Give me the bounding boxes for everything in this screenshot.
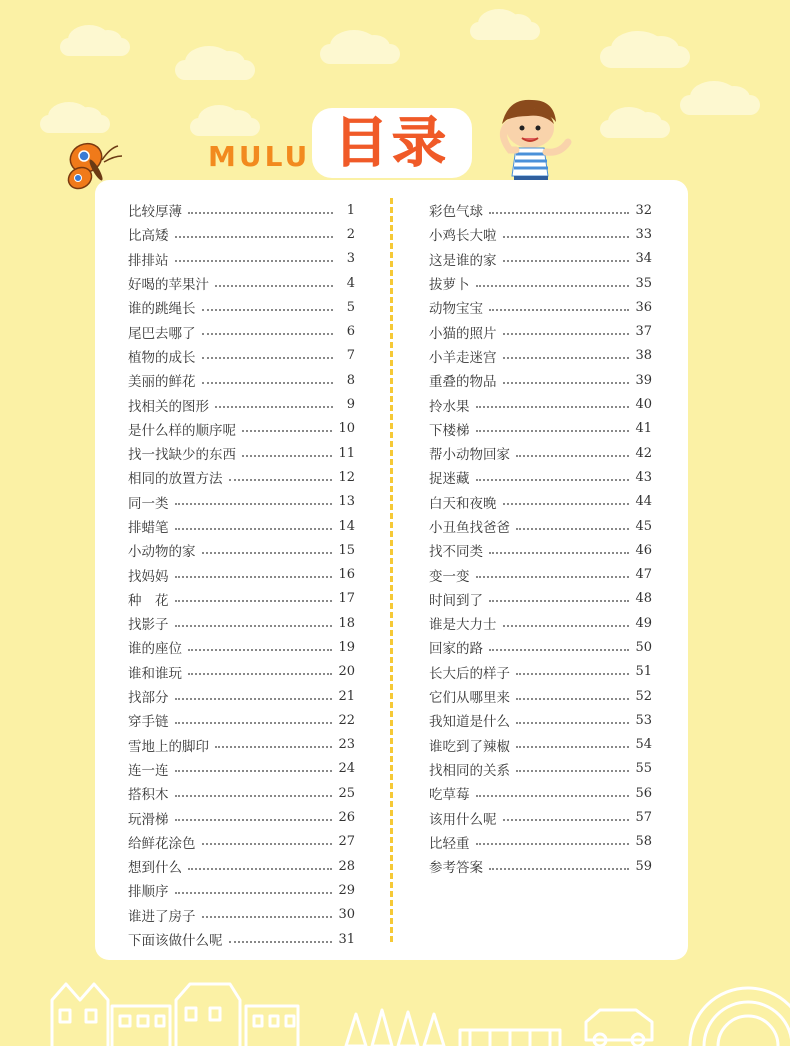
toc-leader-dots: [202, 915, 333, 918]
toc-entry-page: 33: [635, 226, 652, 242]
toc-entry-title: 比较厚薄: [128, 204, 182, 221]
toc-entry-page: 15: [338, 542, 355, 558]
toc-leader-dots: [175, 769, 333, 772]
toc-entry-page: 22: [338, 712, 355, 728]
toc-entry[interactable]: [429, 271, 652, 295]
cloud: [40, 115, 110, 133]
toc-entry-page: 43: [635, 469, 652, 485]
toc-entry[interactable]: [429, 247, 652, 271]
toc-leader-dots: [175, 235, 334, 238]
toc-entry-title: 同一类: [128, 495, 169, 512]
toc-leader-dots: [516, 745, 629, 748]
toc-entry[interactable]: [128, 927, 355, 951]
toc-leader-dots: [229, 478, 333, 481]
toc-entry-title: 找部分: [128, 690, 169, 707]
toc-entry[interactable]: [429, 635, 652, 659]
toc-entry-title: 小鸡长大啦: [429, 228, 497, 245]
toc-entry-title: 帮小动物回家: [429, 447, 510, 464]
toc-entry[interactable]: [128, 733, 355, 757]
toc-entry[interactable]: [429, 319, 652, 343]
toc-entry-page: 8: [346, 372, 355, 388]
toc-entry-title: 谁进了房子: [128, 908, 196, 925]
toc-entry-page: 3: [346, 251, 355, 267]
toc-entry-page: 28: [338, 858, 355, 874]
toc-entry-page: 44: [635, 494, 652, 510]
toc-entry-title: 小猫的照片: [429, 325, 497, 342]
toc-entry-title: 谁吃到了辣椒: [429, 738, 510, 755]
toc-entry-page: 32: [635, 202, 652, 218]
toc-leader-dots: [175, 624, 333, 627]
toc-entry[interactable]: [128, 222, 355, 246]
toc-entry-page: 51: [635, 664, 652, 680]
toc-entry-title: 时间到了: [429, 592, 483, 609]
toc-entry-title: 小羊走迷宫: [429, 349, 497, 366]
toc-entry[interactable]: [128, 441, 355, 465]
toc-entry-page: 57: [635, 810, 652, 826]
toc-leader-dots: [516, 672, 629, 675]
toc-entry-page: 56: [635, 785, 652, 801]
toc-entry-title: 种 花: [128, 592, 169, 609]
toc-entry[interactable]: [128, 587, 355, 611]
toc-entry[interactable]: [128, 611, 355, 635]
toc-entry-page: 35: [635, 275, 652, 291]
toc-leader-dots: [503, 259, 630, 262]
toc-entry-title: 谁的座位: [128, 641, 182, 658]
toc-entry-title: 想到什么: [128, 860, 182, 877]
toc-entry-page: 41: [635, 421, 652, 437]
boy-illustration: [488, 94, 574, 184]
toc-entry-page: 52: [635, 688, 652, 704]
toc-entry-title: 它们从哪里来: [429, 690, 510, 707]
toc-right-column: [429, 198, 652, 878]
toc-leader-dots: [202, 332, 334, 335]
toc-entry[interactable]: [429, 684, 652, 708]
toc-leader-dots: [489, 211, 629, 214]
toc-entry[interactable]: [128, 635, 355, 659]
toc-leader-dots: [188, 672, 332, 675]
toc-entry-title: 谁是大力士: [429, 617, 497, 634]
toc-leader-dots: [516, 721, 629, 724]
toc-entry-page: 18: [338, 615, 355, 631]
toc-entry-page: 21: [338, 688, 355, 704]
toc-entry[interactable]: [429, 368, 652, 392]
toc-leader-dots: [503, 381, 630, 384]
toc-entry-title: 玩滑梯: [128, 811, 169, 828]
toc-entry-title: 植物的成长: [128, 349, 196, 366]
toc-entry-page: 48: [635, 591, 652, 607]
toc-entry-title: 雪地上的脚印: [128, 738, 209, 755]
toc-entry[interactable]: [429, 538, 652, 562]
toc-entry-title: 拎水果: [429, 398, 470, 415]
toc-entry-title: 排顺序: [128, 884, 169, 901]
toc-entry-title: 好喝的苹果汁: [128, 277, 209, 294]
toc-entry-page: 26: [338, 810, 355, 826]
toc-entry[interactable]: [429, 392, 652, 416]
toc-entry-title: 这是谁的家: [429, 252, 497, 269]
toc-entry-title: 下楼梯: [429, 422, 470, 439]
toc-entry-page: 1: [346, 202, 355, 218]
toc-entry-page: 37: [635, 324, 652, 340]
toc-entry[interactable]: [128, 465, 355, 489]
toc-leader-dots: [516, 697, 629, 700]
toc-leader-dots: [229, 940, 333, 943]
toc-leader-dots: [175, 502, 333, 505]
toc-entry-title: 找妈妈: [128, 568, 169, 585]
toc-entry[interactable]: [128, 295, 355, 319]
toc-leader-dots: [476, 575, 630, 578]
toc-entry[interactable]: [429, 757, 652, 781]
toc-entry[interactable]: [128, 538, 355, 562]
toc-entry-title: 找不同类: [429, 544, 483, 561]
column-divider: [390, 198, 393, 942]
toc-entry[interactable]: [429, 562, 652, 586]
toc-leader-dots: [175, 599, 333, 602]
toc-entry[interactable]: [429, 660, 652, 684]
toc-entry-title: 我知道是什么: [429, 714, 510, 731]
toc-entry-page: 49: [635, 615, 652, 631]
toc-entry-page: 14: [338, 518, 355, 534]
toc-entry[interactable]: [128, 854, 355, 878]
toc-entry-title: 吃草莓: [429, 787, 470, 804]
toc-entry-title: 彩色气球: [429, 204, 483, 221]
toc-leader-dots: [202, 842, 333, 845]
toc-entry[interactable]: [128, 198, 355, 222]
toc-entry[interactable]: [128, 878, 355, 902]
toc-leader-dots: [175, 891, 333, 894]
toc-entry-title: 比轻重: [429, 835, 470, 852]
toc-leader-dots: [503, 356, 630, 359]
toc-entry[interactable]: [429, 441, 652, 465]
toc-leader-dots: [215, 745, 332, 748]
toc-entry-page: 40: [635, 397, 652, 413]
toc-entry[interactable]: [429, 854, 652, 878]
toc-entry-title: 比高矮: [128, 228, 169, 245]
toc-leader-dots: [242, 454, 332, 457]
toc-entry-title: 谁的跳绳长: [128, 301, 196, 318]
toc-entry-page: 17: [338, 591, 355, 607]
toc-entry-title: 动物宝宝: [429, 301, 483, 318]
toc-leader-dots: [202, 356, 334, 359]
cloud: [680, 95, 760, 115]
toc-entry-page: 20: [338, 664, 355, 680]
toc-leader-dots: [489, 551, 629, 554]
toc-leader-dots: [516, 769, 629, 772]
toc-entry[interactable]: [128, 708, 355, 732]
toc-entry-title: 相同的放置方法: [128, 471, 223, 488]
toc-leader-dots: [489, 308, 629, 311]
toc-entry-title: 参考答案: [429, 860, 483, 877]
toc-leader-dots: [503, 235, 630, 238]
toc-leader-dots: [175, 697, 333, 700]
toc-leader-dots: [503, 332, 630, 335]
toc-entry[interactable]: [128, 903, 355, 927]
toc-entry-title: 美丽的鲜花: [128, 374, 196, 391]
toc-entry-page: 34: [635, 251, 652, 267]
toc-leader-dots: [489, 648, 629, 651]
toc-entry-page: 39: [635, 372, 652, 388]
toc-entry-page: 30: [338, 907, 355, 923]
cloud: [600, 120, 670, 138]
toc-entry[interactable]: [128, 344, 355, 368]
toc-leader-dots: [202, 308, 334, 311]
toc-leader-dots: [476, 405, 630, 408]
header-latin-title: MULU: [208, 140, 311, 173]
cloud: [175, 60, 255, 80]
toc-entry-title: 回家的路: [429, 641, 483, 658]
toc-entry-title: 是什么样的顺序呢: [128, 422, 236, 439]
toc-entry-page: 25: [338, 785, 355, 801]
toc-entry-page: 36: [635, 299, 652, 315]
toc-leader-dots: [503, 818, 630, 821]
toc-entry[interactable]: [429, 295, 652, 319]
toc-entry-title: 拔萝卜: [429, 277, 470, 294]
toc-entry-title: 排蜡笔: [128, 520, 169, 536]
cloud: [190, 118, 260, 136]
toc-leader-dots: [516, 454, 629, 457]
toc-entry-title: 白天和夜晚: [429, 495, 497, 512]
toc-entry-page: 12: [338, 469, 355, 485]
toc-entry[interactable]: [128, 562, 355, 586]
toc-entry-page: 4: [346, 275, 355, 291]
toc-entry[interactable]: [128, 757, 355, 781]
toc-entry[interactable]: [429, 490, 652, 514]
toc-entry-page: 38: [635, 348, 652, 364]
toc-leader-dots: [202, 381, 334, 384]
cloud: [470, 22, 540, 40]
toc-entry[interactable]: [429, 344, 652, 368]
toc-entry-title: 找一找缺少的东西: [128, 447, 236, 464]
toc-entry[interactable]: [429, 465, 652, 489]
toc-entry-page: 53: [635, 712, 652, 728]
cloud: [60, 38, 130, 56]
toc-entry-page: 27: [338, 834, 355, 850]
cloud: [320, 44, 400, 64]
toc-entry[interactable]: [429, 222, 652, 246]
toc-entry-page: 24: [338, 761, 355, 777]
toc-entry[interactable]: [128, 247, 355, 271]
toc-entry-page: 31: [338, 931, 355, 947]
toc-leader-dots: [175, 527, 333, 530]
toc-leader-dots: [175, 794, 333, 797]
toc-entry-page: 16: [338, 567, 355, 583]
toc-leader-dots: [175, 721, 333, 724]
toc-leader-dots: [202, 551, 333, 554]
toc-entry-page: 29: [338, 882, 355, 898]
toc-entry[interactable]: [429, 198, 652, 222]
toc-entry-page: 19: [338, 639, 355, 655]
toc-entry[interactable]: [429, 587, 652, 611]
toc-entry-title: 谁和谁玩: [128, 665, 182, 682]
toc-leader-dots: [188, 867, 332, 870]
toc-entry-page: 46: [635, 542, 652, 558]
toc-entry-page: 9: [346, 397, 355, 413]
toc-entry-page: 6: [346, 324, 355, 340]
toc-entry-title: 穿手链: [128, 714, 169, 731]
toc-entry[interactable]: [128, 684, 355, 708]
toc-entry-page: 7: [346, 348, 355, 364]
toc-entry[interactable]: [128, 417, 355, 441]
toc-entry[interactable]: [128, 392, 355, 416]
toc-leader-dots: [516, 527, 629, 530]
toc-leader-dots: [175, 818, 333, 821]
toc-entry[interactable]: [128, 660, 355, 684]
toc-entry-title: 捉迷藏: [429, 471, 470, 488]
toc-entry-title: 给鲜花涂色: [128, 835, 196, 852]
toc-entry[interactable]: [128, 514, 355, 538]
toc-entry-title: 尾巴去哪了: [128, 325, 196, 342]
toc-entry[interactable]: [128, 271, 355, 295]
toc-entry-page: 55: [635, 761, 652, 777]
toc-leader-dots: [175, 259, 334, 262]
toc-entry-title: 该用什么呢: [429, 811, 497, 828]
toc-entry[interactable]: [128, 781, 355, 805]
header-cjk-title: 目录: [312, 108, 472, 178]
toc-leader-dots: [476, 284, 630, 287]
toc-entry-title: 小动物的家: [128, 544, 196, 561]
skyline-decoration: [0, 970, 790, 1046]
toc-entry-title: 小丑鱼找爸爸: [429, 520, 510, 536]
toc-leader-dots: [476, 842, 630, 845]
toc-panel: [95, 180, 688, 960]
toc-entry[interactable]: [429, 611, 652, 635]
toc-entry-page: 58: [635, 834, 652, 850]
toc-entry-title: 变一变: [429, 568, 470, 585]
toc-entry-title: 找相同的关系: [429, 762, 510, 779]
toc-entry[interactable]: [429, 514, 652, 538]
toc-entry-page: 50: [635, 639, 652, 655]
toc-entry-page: 42: [635, 445, 652, 461]
toc-leader-dots: [215, 405, 333, 408]
toc-entry-title: 排排站: [128, 252, 169, 269]
toc-entry-title: 找相关的图形: [128, 398, 209, 415]
toc-entry-title: 找影子: [128, 617, 169, 634]
toc-entry[interactable]: [429, 733, 652, 757]
toc-leader-dots: [242, 429, 332, 432]
toc-entry-title: 搭积木: [128, 787, 169, 804]
toc-entry-title: 长大后的样子: [429, 665, 510, 682]
toc-entry[interactable]: [429, 417, 652, 441]
toc-entry-page: 54: [635, 737, 652, 753]
toc-entry[interactable]: [429, 781, 652, 805]
toc-leader-dots: [503, 502, 630, 505]
toc-entry[interactable]: [128, 805, 355, 829]
toc-entry-page: 10: [338, 421, 355, 437]
toc-entry-page: 47: [635, 567, 652, 583]
toc-entry-page: 23: [338, 737, 355, 753]
toc-leader-dots: [188, 648, 332, 651]
toc-entry-page: 11: [338, 445, 355, 461]
toc-leader-dots: [188, 211, 333, 214]
toc-leader-dots: [175, 575, 333, 578]
toc-left-column: [128, 198, 355, 951]
toc-entry-title: 重叠的物品: [429, 374, 497, 391]
toc-entry[interactable]: [429, 805, 652, 829]
toc-entry[interactable]: [429, 830, 652, 854]
toc-leader-dots: [489, 599, 629, 602]
toc-entry[interactable]: [128, 490, 355, 514]
toc-leader-dots: [476, 429, 630, 432]
toc-entry-page: 59: [635, 858, 652, 874]
toc-entry[interactable]: [429, 708, 652, 732]
toc-entry-page: 45: [635, 518, 652, 534]
toc-leader-dots: [476, 478, 630, 481]
toc-entry[interactable]: [128, 319, 355, 343]
toc-entry-page: 5: [346, 299, 355, 315]
cloud: [600, 46, 690, 68]
toc-entry-title: 下面该做什么呢: [128, 933, 223, 950]
toc-entry-page: 13: [338, 494, 355, 510]
toc-entry-page: 2: [346, 226, 355, 242]
toc-leader-dots: [489, 867, 629, 870]
toc-entry[interactable]: [128, 368, 355, 392]
toc-entry[interactable]: [128, 830, 355, 854]
toc-leader-dots: [215, 284, 333, 287]
toc-leader-dots: [503, 624, 630, 627]
toc-entry-title: 连一连: [128, 762, 169, 779]
toc-leader-dots: [476, 794, 630, 797]
